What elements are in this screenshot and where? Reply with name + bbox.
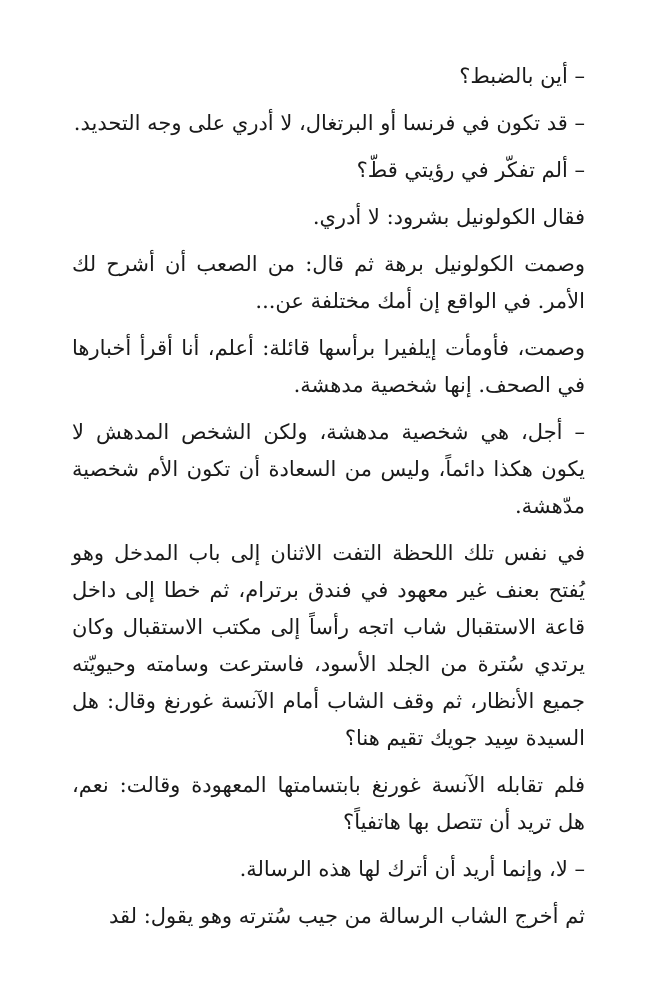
narration-paragraph: وصمت الكولونيل برهة ثم قال: من الصعب أن أشرح لك الأمر. في الواقع إن أمك مختلفة عن... xyxy=(72,252,585,313)
dialogue-line: – أجل، هي شخصية مدهشة، ولكن الشخص المدهش لا يكون هكذا دائماً، وليس من السعادة أن تكون الأم شخصية مدّهشة. xyxy=(72,420,585,518)
narration-paragraph: وصمت، فأومأت إيلفيرا برأسها قائلة: أعلم، أنا أقرأ أخبارها في الصحف. إنها شخصية مدهشة. xyxy=(72,336,585,397)
dialogue-line: – قد تكون في فرنسا أو البرتغال، لا أدري على وجه التحديد. xyxy=(73,111,585,135)
narration-paragraph: فلم تقابله الآنسة غورنغ بابتسامتها المعهودة وقالت: نعم، هل تريد أن تتصل بها هاتفياً؟ xyxy=(72,773,585,834)
narration-paragraph: فقال الكولونيل بشرود: لا أدري. xyxy=(312,205,585,229)
dialogue-line: – ألم تفكّر في رؤيتي قطّ؟ xyxy=(356,158,585,182)
dialogue-line: – أين بالضبط؟ xyxy=(459,64,585,88)
dialogue-line: – لا، وإنما أريد أن أترك لها هذه الرسالة. xyxy=(239,857,585,881)
narration-paragraph: في نفس تلك اللحظة التفت الاثنان إلى باب المدخل وهو يُفتح بعنف غير معهود في فندق برترام، ثم خطا إلى داخل قاعة الاستقبال شاب اتجه رأساً إلى مكتب الاستقبال وكان يرتدي سُترة من الجلد الأسود، فاسترعت وسامته وحيويّته جميع الأنظار، ثم وقف الشاب أمام الآنسة غورنغ وقال: هل السيدة سِيد جويك تقيم هنا؟ xyxy=(72,541,585,750)
narration-paragraph: ثم أخرج الشاب الرسالة من جيب سُترته وهو يقول: لقد xyxy=(108,904,585,928)
